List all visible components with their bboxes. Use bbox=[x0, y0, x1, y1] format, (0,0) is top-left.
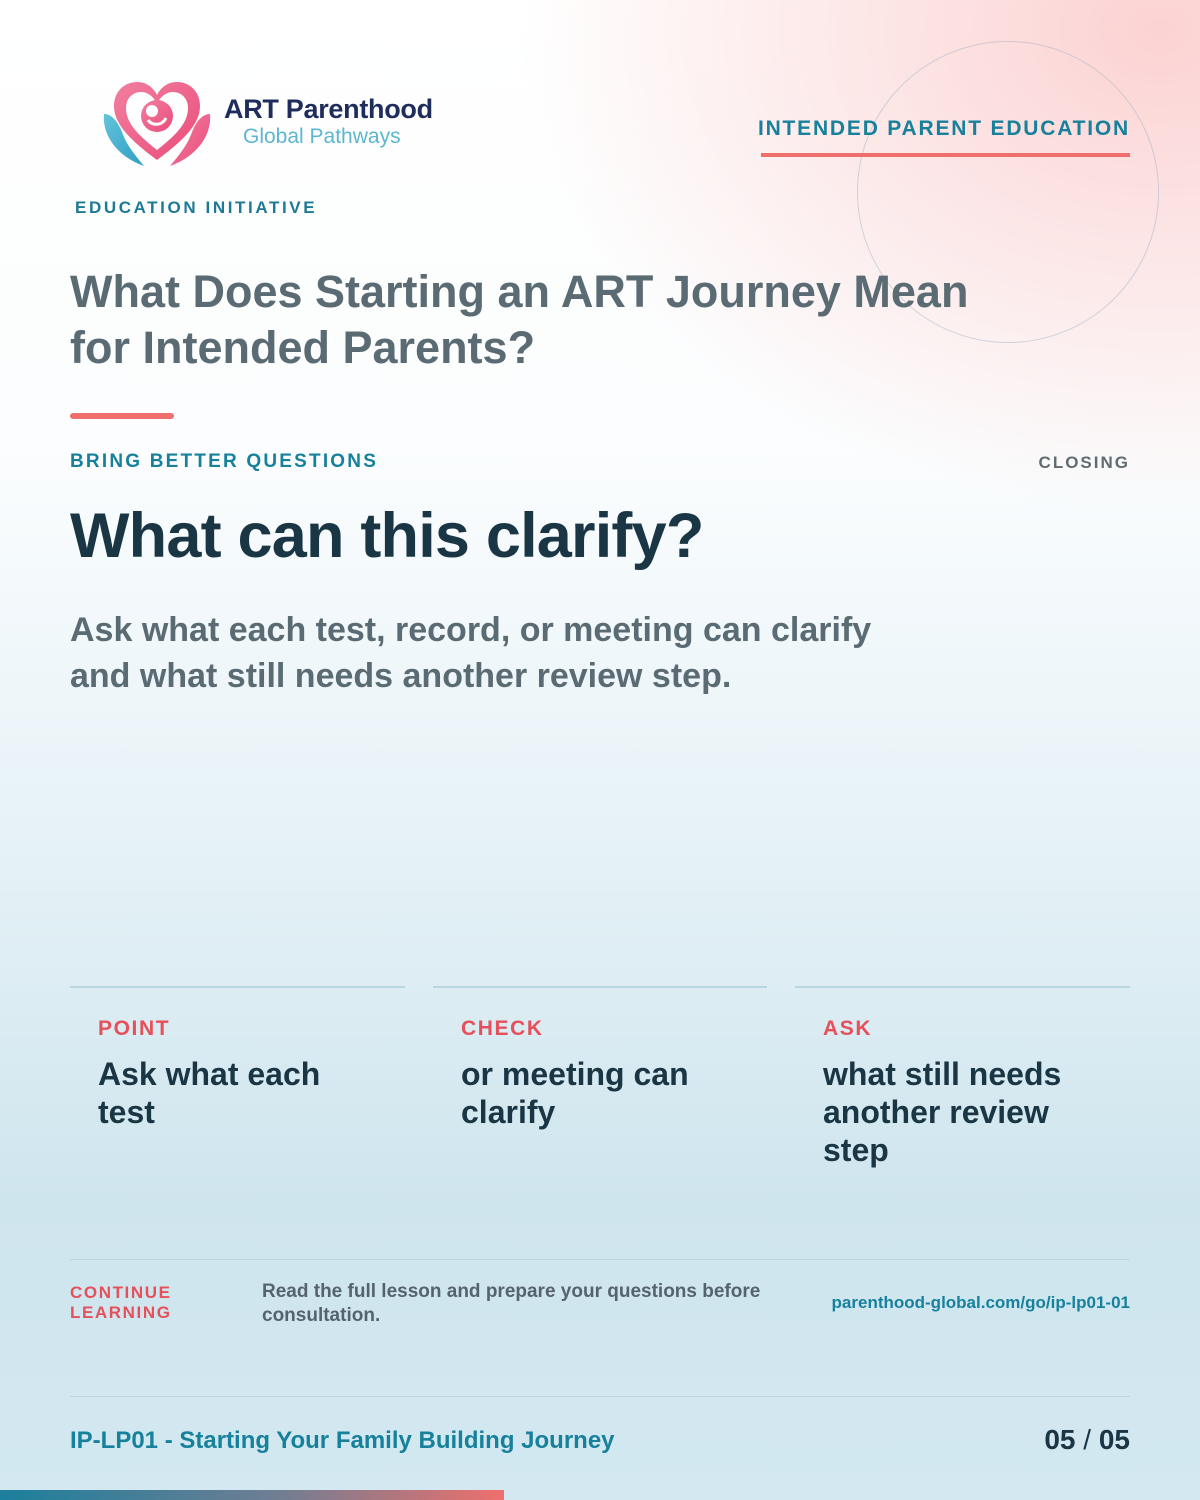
question-cards bbox=[70, 986, 1130, 1206]
top-tag-underline bbox=[761, 153, 1130, 157]
page-total: 05 bbox=[1098, 1424, 1130, 1455]
lesson-link[interactable]: parenthood-global.com/go/ip-lp01-01 bbox=[831, 1293, 1130, 1312]
card-text: or meeting can clarify bbox=[461, 1056, 689, 1130]
section-eyebrow: BRING BETTER QUESTIONS bbox=[70, 451, 379, 472]
card-text: what still needs another review step bbox=[823, 1056, 1062, 1168]
page-indicator bbox=[1044, 1424, 1130, 1456]
card-text: Ask what each test bbox=[98, 1056, 321, 1130]
page-separator: / bbox=[1083, 1424, 1092, 1455]
section-position-label: CLOSING bbox=[1038, 453, 1130, 472]
lesson-title: What Does Starting an ART Journey Mean for Intended Parents? bbox=[70, 266, 969, 373]
continue-text: Read the full lesson and prepare your questions before consultation. bbox=[262, 1281, 761, 1326]
initiative-label: EDUCATION INITIATIVE bbox=[75, 198, 318, 217]
progress-bar bbox=[0, 1490, 504, 1500]
brand-subtitle: Global Pathways bbox=[243, 125, 401, 148]
heart-hands-embryo-logo-icon bbox=[100, 74, 214, 170]
continue-label: CONTINUE LEARNING bbox=[70, 1283, 172, 1322]
card-label: ASK bbox=[823, 1017, 873, 1040]
card-label: POINT bbox=[98, 1017, 171, 1040]
section-headline: What can this clarify? bbox=[70, 501, 704, 571]
card-point bbox=[70, 986, 405, 1206]
course-title: IP-LP01 - Starting Your Family Building Journey bbox=[70, 1427, 615, 1454]
section-lead: Ask what each test, record, or meeting can clarify and what still needs another review step. bbox=[70, 611, 872, 695]
accent-divider bbox=[70, 413, 174, 419]
page-current: 05 bbox=[1044, 1424, 1076, 1455]
top-category-tag: INTENDED PARENT EDUCATION bbox=[757, 117, 1130, 140]
footer-divider bbox=[70, 1396, 1130, 1397]
card-check bbox=[433, 986, 767, 1206]
card-label: CHECK bbox=[461, 1017, 544, 1040]
continue-divider bbox=[70, 1259, 1130, 1260]
card-ask bbox=[795, 986, 1130, 1206]
brand-name: ART Parenthood bbox=[224, 94, 433, 124]
